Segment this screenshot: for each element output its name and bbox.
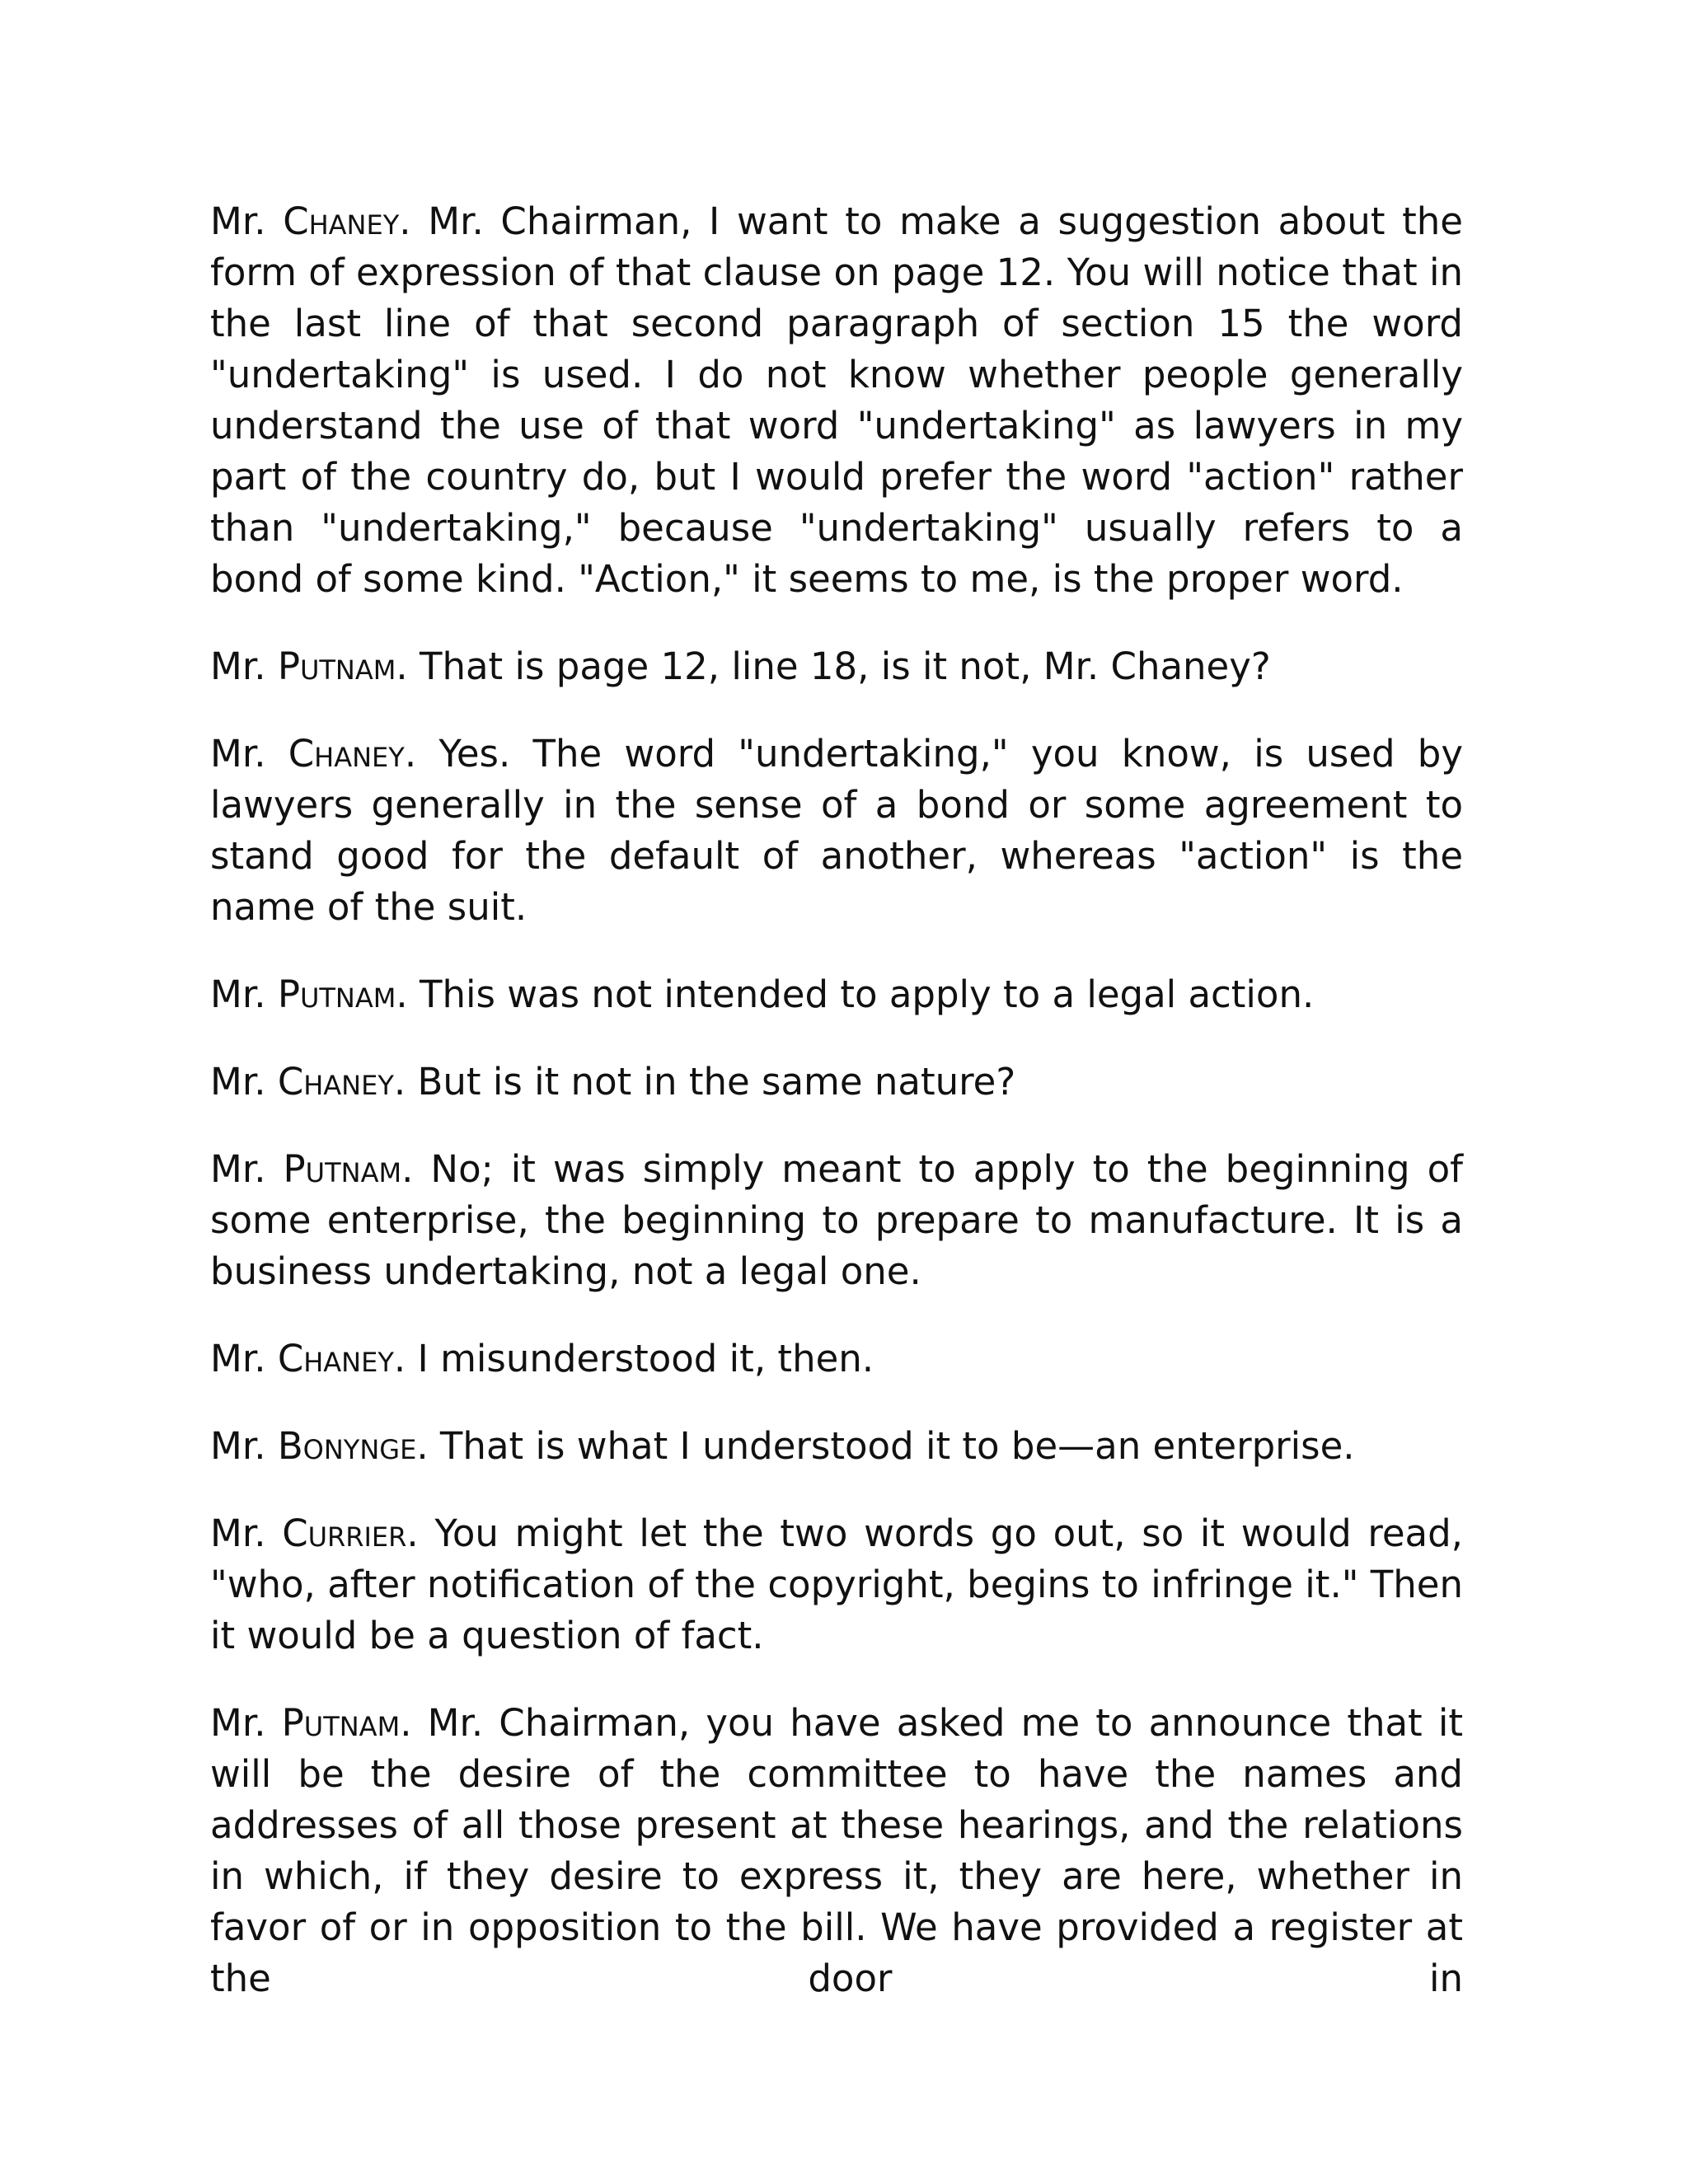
paragraph-putnam-not-legal: Mr. Putnam. This was not intended to apply to a legal action. — [210, 972, 1315, 1016]
speaker-name: Putnam — [277, 644, 396, 688]
speaker-title: Mr. — [210, 1060, 278, 1104]
paragraph-text: This was not intended to apply to a legal action. — [407, 972, 1315, 1016]
speaker-name: Chaney — [277, 1060, 394, 1104]
speaker-name: Chaney — [288, 732, 405, 776]
paragraph-putnam-enterprise: Mr. Putnam. No; it was simply meant to apply to the beginning of some enterprise, the beginning to prepare to manufacture. It is a business undertaking, not a legal one. — [210, 1147, 1463, 1293]
paragraph-text: Mr. Chairman, I want to make a suggestion about the form of expression of that clause on page 12. You will notice that in the last line of that second paragraph of section 15 the word "undertaking" is used. I do not know whether people generally understand the use of that word "undertaking" as lawyers in my part of the country do, but I would prefer the word "action" rather than "undertaking," because "undertaking" usually refers to a bond of some kind. "Action," it seems to me, is the proper word. — [210, 199, 1463, 601]
paragraph-text: That is page 12, line 18, is it not, Mr. Chaney? — [407, 644, 1271, 688]
paragraph-chaney-suggestion: Mr. Chaney. Mr. Chairman, I want to make a suggestion about the form of expression of that clause on page 12. You will notice that in the last line of that second paragraph of section 15 the word "undertaking" is used. I do not know whether people generally understand the use of that word "undertaking" as lawyers in my part of the country do, but I would prefer the word "action" rather than "undertaking," because "undertaking" usually refers to a bond of some kind. "Action," it seems to me, is the proper word. — [210, 199, 1463, 601]
paragraph-text: But is it not in the same nature? — [406, 1060, 1016, 1104]
speaker-title: Mr. — [210, 972, 278, 1016]
speaker-title: Mr. — [210, 1147, 284, 1191]
transcript-page — [210, 196, 1463, 2041]
paragraph-text: Mr. Chairman, you have asked me to announce that it will be the desire of the committee to have the names and addresses of all those present at these hearings, and the relations in which, if they desire to express it, they are here, whether in favor of or in opposition to the bill. We have provided a register at the door in — [210, 1701, 1463, 2000]
paragraph-putnam-register: Mr. Putnam. Mr. Chairman, you have asked me to announce that it will be the desire of the committee to have the names and addresses of all those present at these hearings, and the relations in which, if they desire to express it, they are here, whether in favor of or in opposition to the bill. We have provided a register at the door in — [210, 1701, 1463, 2000]
speaker-name: Chaney — [277, 1337, 394, 1380]
speaker-title: Mr. — [210, 1424, 278, 1468]
paragraph-chaney-same-nature: Mr. Chaney. But is it not in the same nature? — [210, 1060, 1016, 1104]
paragraph-text: No; it was simply meant to apply to the beginning of some enterprise, the beginning to prepare to manufacture. It is a business undertaking, not a legal one. — [210, 1147, 1463, 1293]
speaker-title: Mr. — [210, 1701, 282, 1745]
speaker-name: Bonynge — [277, 1424, 417, 1468]
paragraph-putnam-page-question: Mr. Putnam. That is page 12, line 18, is it not, Mr. Chaney? — [210, 644, 1271, 688]
speaker-name: Chaney — [283, 199, 400, 243]
paragraph-text: Yes. The word "undertaking," you know, is used by lawyers generally in the sense of a bond or some agreement to stand good for the default of another, whereas "action" is the name of the suit. — [210, 732, 1464, 929]
speaker-name: Putnam — [281, 1701, 401, 1745]
paragraph-currier: Mr. Currier. You might let the two words go out, so it would read, "who, after notification of the copyright, begins to infringe it." Then it would be a question of fact. — [210, 1511, 1463, 1657]
speaker-name: Currier — [282, 1511, 407, 1555]
speaker-title: Mr. — [210, 1511, 283, 1555]
speaker-title: Mr. — [210, 644, 278, 688]
speaker-name: Putnam — [277, 972, 396, 1016]
paragraph-chaney-misunderstood: Mr. Chaney. I misunderstood it, then. — [210, 1337, 874, 1380]
speaker-title: Mr. — [210, 732, 288, 776]
paragraph-chaney-yes: Mr. Chaney. Yes. The word "undertaking," you know, is used by lawyers generally in the sense of a bond or some agreement to stand good for the default of another, whereas "action" is the name of the suit. — [210, 732, 1464, 929]
paragraph-text: I misunderstood it, then. — [406, 1337, 874, 1380]
speaker-title: Mr. — [210, 1337, 278, 1380]
paragraph-bonynge: Mr. Bonynge. That is what I understood it to be—an enterprise. — [210, 1424, 1355, 1468]
paragraph-text: That is what I understood it to be—an enterprise. — [428, 1424, 1355, 1468]
paragraph-text: You might let the two words go out, so it would read, "who, after notification of the copyright, begins to infringe it." Then it would be a question of fact. — [210, 1511, 1463, 1657]
speaker-name: Putnam — [283, 1147, 402, 1191]
speaker-title: Mr. — [210, 199, 284, 243]
